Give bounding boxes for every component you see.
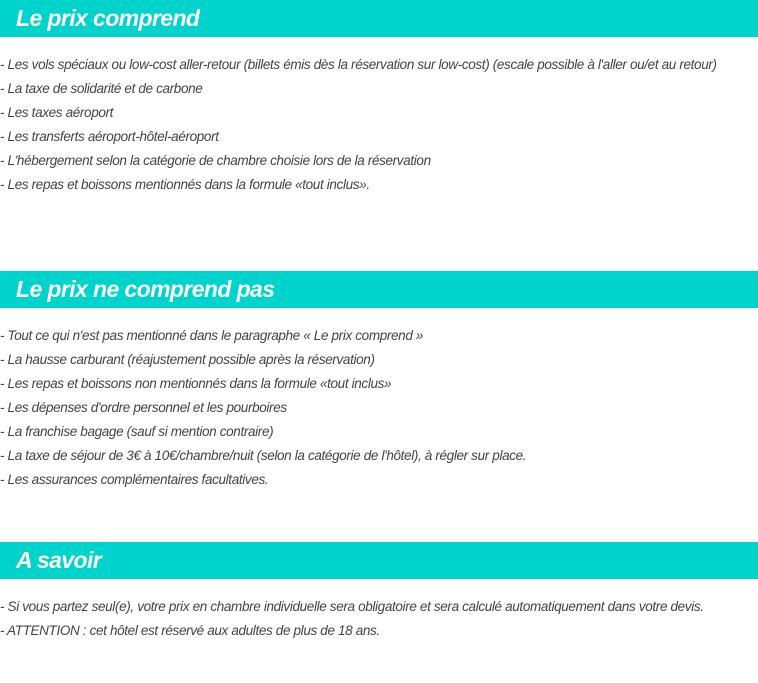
section-title: A savoir xyxy=(16,547,102,573)
section-header xyxy=(0,0,758,37)
list-item: - Si vous partez seul(e), votre prix en chambre individuelle sera obligatoire et sera calculé automatiquement dans votre devis. xyxy=(0,599,704,614)
list-item: - La taxe de solidarité et de carbone xyxy=(0,81,203,96)
section-price-includes xyxy=(0,0,758,197)
list-item: - La taxe de séjour de 3€ à 10€/chambre/nuit (selon la catégorie de l'hôtel), à régler sur place. xyxy=(0,448,527,463)
list-item: - Les vols spéciaux ou low-cost aller-retour (billets émis dès la réservation sur low-cost) (escale possible à l'aller ou/et au retour) xyxy=(0,57,717,72)
section-title: Le prix comprend xyxy=(16,5,200,31)
section-header xyxy=(0,271,758,308)
section-header xyxy=(0,542,758,579)
list-item: - La hausse carburant (réajustement possible après la réservation) xyxy=(0,352,375,367)
included-list xyxy=(0,53,758,197)
list-item: - Les transferts aéroport-hôtel-aéroport xyxy=(0,129,219,144)
list-item: - La franchise bagage (sauf si mention contraire) xyxy=(0,424,274,439)
list-item: - Les taxes aéroport xyxy=(0,105,114,120)
info-list xyxy=(0,595,758,643)
section-title: Le prix ne comprend pas xyxy=(16,276,275,302)
list-item: - L'hébergement selon la catégorie de chambre choisie lors de la réservation xyxy=(0,153,431,168)
list-item: - Les repas et boissons mentionnés dans la formule «tout inclus». xyxy=(0,177,370,192)
section-price-excludes xyxy=(0,271,758,492)
excluded-list xyxy=(0,324,758,492)
list-item: - Les repas et boissons non mentionnés dans la formule «tout inclus» xyxy=(0,376,392,391)
section-good-to-know xyxy=(0,542,758,643)
list-item: - ATTENTION : cet hôtel est réservé aux adultes de plus de 18 ans. xyxy=(0,623,380,638)
list-item: - Tout ce qui n'est pas mentionné dans le paragraphe « Le prix comprend » xyxy=(0,328,424,343)
list-item: - Les dépenses d'ordre personnel et les pourboires xyxy=(0,400,287,415)
list-item: - Les assurances complémentaires facultatives. xyxy=(0,472,269,487)
